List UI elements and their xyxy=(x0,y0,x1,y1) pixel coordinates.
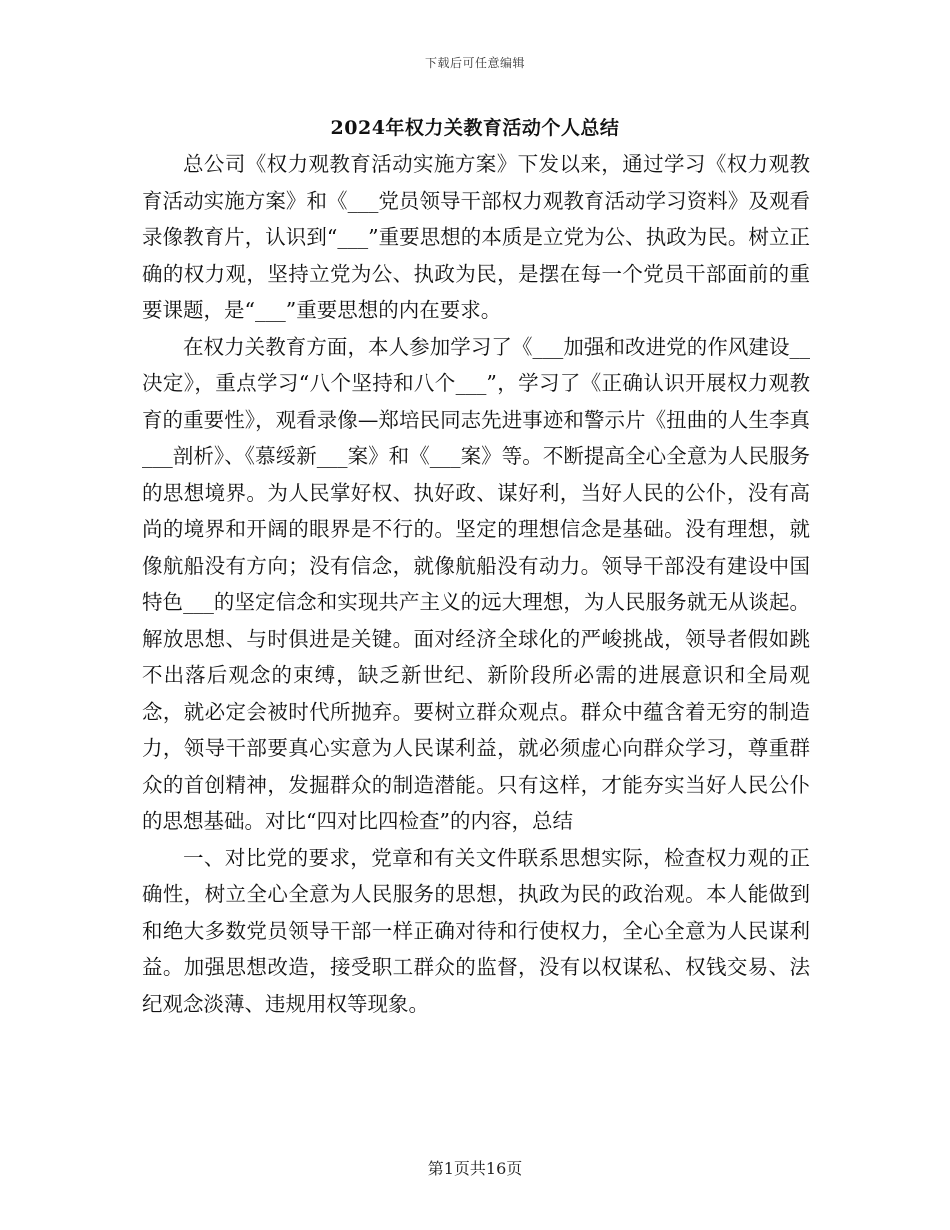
paragraph-study: 在权力关教育方面，本人参加学习了《___加强和改进党的作风建设__决定》，重点学习“八个坚持和八个___”，学习了《正确认识开展权力观教育的重要性》，观看录像—郑培民同志先进事迹和警示片《扭曲的人生李真___剖析》、《慕绥新___案》和《___案》等。不断提高全心全意为人民服务的思想境界。为人民掌好权、执好政、谋好利，当好人民的公仆，没有高尚的境界和开阔的眼界是不行的。坚定的理想信念是基础。没有理想，就像航船没有方向；没有信念，就像航船没有动力。领导干部没有建设中国特色___的坚定信念和实现共产主义的远大理想，为人民服务就无从谈起。解放思想、与时俱进是关键。面对经济全球化的严峻挑战，领导者假如跳不出落后观念的束缚，缺乏新世纪、新阶段所必需的进展意识和全局观念，就必定会被时代所抛弃。要树立群众观点。群众中蕴含着无穷的制造力，领导干部要真心实意为人民谋利益，就必须虚心向群众学习，尊重群众的首创精神，发掘群众的制造潜能。只有这样，才能夯实当好人民公仆的思想基础。对比“四对比四检查”的内容，总结 xyxy=(142,334,810,833)
document-title: 2024年权力关教育活动个人总结 xyxy=(330,117,620,139)
download-edit-note: 下载后可任意编辑 xyxy=(424,56,525,70)
paragraph-intro: 总公司《权力观教育活动实施方案》下发以来，通过学习《权力观教育活动实施方案》和《___党员领导干部权力观教育活动学习资料》及观看录像教育片，认识到“___”重要思想的本质是立党为公、执政为民。树立正确的权力观，坚持立党为公、执政为民，是摆在每一个党员干部面前的重要课题，是“___”重要思想的内在要求。 xyxy=(142,152,810,322)
page-number: 第1页共16页 xyxy=(427,1159,523,1178)
paragraph-section-one: 一、对比党的要求，党章和有关文件联系思想实际，检查权力观的正确性，树立全心全意为人民服务的思想，执政为民的政治观。本人能做到和绝大多数党员领导干部一样正确对待和行使权力，全心全意为人民谋利益。加强思想改造，接受职工群众的监督，没有以权谋私、权钱交易、法纪观念淡薄、违规用权等现象。 xyxy=(142,845,810,1016)
document-body xyxy=(142,146,810,1022)
